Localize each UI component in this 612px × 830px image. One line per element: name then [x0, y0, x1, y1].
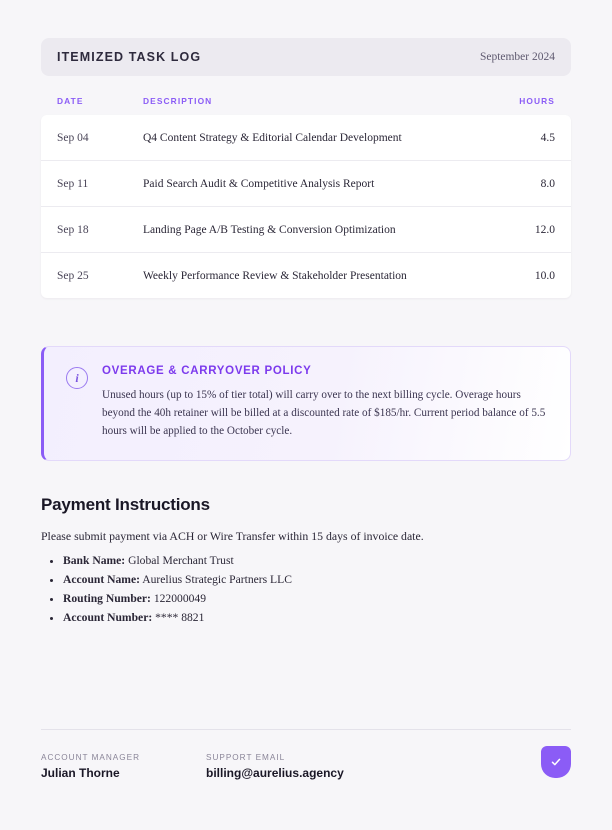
list-item [63, 571, 571, 590]
support-email-block [206, 753, 344, 780]
column-header-description: DESCRIPTION [143, 96, 213, 106]
support-email-label: SUPPORT EMAIL [206, 753, 286, 762]
cell-date: Sep 11 [57, 177, 89, 190]
payment-value: **** 8821 [155, 610, 205, 624]
column-header-hours: HOURS [519, 96, 555, 106]
payment-value: Aurelius Strategic Partners LLC [142, 573, 292, 587]
payment-details-list [41, 552, 571, 627]
cell-date: Sep 04 [57, 131, 89, 144]
payment-label: Bank Name: [63, 554, 126, 568]
callout-text: Unused hours (up to 15% of tier total) will carry over to the next billing cycle. Overage hours beyond the 40h retainer will be billed at a discounted rate of $185/hr. Current period balance of 5.5 hours will be applied to the October cycle. [102, 389, 546, 438]
task-log-table [41, 96, 571, 298]
cell-hours: 4.5 [540, 131, 555, 144]
account-manager-block [41, 753, 140, 780]
column-header-date: DATE [57, 96, 84, 106]
table-row [41, 115, 571, 161]
payment-label: Account Name: [63, 573, 140, 587]
cell-description: Weekly Performance Review & Stakeholder Presentation [143, 269, 407, 282]
callout-body [102, 365, 548, 440]
account-manager-value: Julian Thorne [41, 766, 120, 780]
overage-policy-callout [41, 346, 571, 461]
payment-value: Global Merchant Trust [128, 554, 234, 568]
payment-label: Account Number: [63, 610, 153, 624]
cell-date: Sep 18 [57, 223, 89, 236]
callout-title: OVERAGE & CARRYOVER POLICY [102, 365, 312, 377]
payment-intro-text: Please submit payment via ACH or Wire Transfer within 15 days of invoice date. [41, 529, 424, 544]
cell-description: Q4 Content Strategy & Editorial Calendar Development [143, 131, 402, 144]
payment-value: 122000049 [153, 591, 206, 605]
cell-hours: 8.0 [540, 177, 555, 190]
table-row [41, 207, 571, 253]
cell-hours: 10.0 [534, 269, 555, 282]
list-item [63, 590, 571, 609]
cell-date: Sep 25 [57, 269, 89, 282]
task-log-header [41, 38, 571, 76]
table-body [41, 115, 571, 298]
table-row [41, 161, 571, 207]
table-row [41, 253, 571, 298]
table-header-row [41, 96, 571, 115]
cell-hours: 12.0 [534, 223, 555, 236]
verified-shield-icon [541, 746, 571, 778]
task-log-period: September 2024 [479, 51, 555, 63]
payment-label: Routing Number: [63, 591, 151, 605]
list-item [63, 552, 571, 571]
payment-instructions-heading: Payment Instructions [41, 495, 210, 515]
cell-description: Landing Page A/B Testing & Conversion Optimization [143, 223, 396, 236]
invoice-page [0, 38, 612, 830]
cell-description: Paid Search Audit & Competitive Analysis Report [143, 177, 375, 190]
support-email-value[interactable]: billing@aurelius.agency [206, 766, 344, 780]
info-icon: i [66, 367, 88, 389]
list-item [63, 609, 571, 628]
task-log-title: ITEMIZED TASK LOG [57, 50, 202, 64]
invoice-footer [41, 729, 571, 780]
account-manager-label: ACCOUNT MANAGER [41, 753, 141, 762]
